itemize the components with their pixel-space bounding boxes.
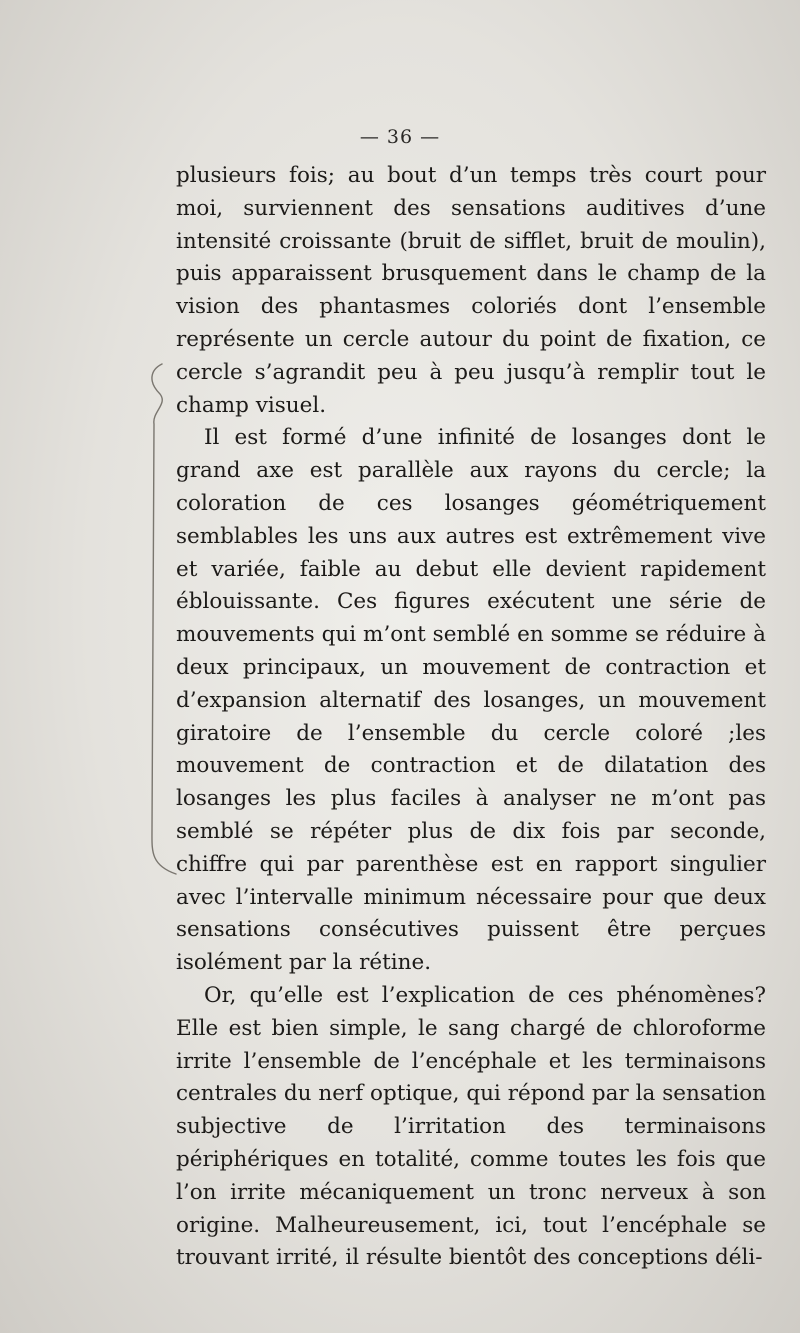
paragraph-2: Il est formé d’une infinité de losanges dont le grand axe est parallèle aux rayons du cercle; la coloration de ces losanges géométriquement semblables les uns aux autres est extrêmement vive et variée, faible au debut elle devient rapidement éblouissante. Ces figures exécutent une série de mouvements qui m’ont semblé en somme se réduire à deux principaux, un mouvement de contraction et d’expansion alternatif des losanges, un mouvement giratoire de l’ensemble du cercle coloré ;les mouvement de contraction et de dilatation des losanges les plus faciles à analyser ne m’ont pas semblé se répéter plus de dix fois par seconde, chiffre qui par parenthèse est en rapport singulier avec l’intervalle minimum nécessaire pour que deux sensations consécutives puissent être perçues isolément par la rétine. bbox=[176, 425, 766, 976]
body-text bbox=[176, 160, 766, 1275]
paragraph-1: plusieurs fois; au bout d’un temps très court pour moi, surviennent des sensations auditives d’une intensité croissante (bruit de sifflet, bruit de moulin), puis apparaissent brusquement dans le champ de la vision des phantasmes coloriés dont l’ensemble représente un cercle autour du point de fixation, ce cercle s’agrandit peu à peu jusqu’à remplir tout le champ visuel. bbox=[176, 163, 766, 418]
page-number: — 36 — bbox=[359, 126, 441, 148]
paragraph-3: Or, qu’elle est l’explication de ces phénomènes? Elle est bien simple, le sang chargé de chloroforme irrite l’ensemble de l’encéphale et les terminaisons centrales du nerf optique, qui répond par la sensation subjective de l’irritation des terminaisons périphériques en totalité, comme toutes les fois que l’on irrite mécaniquement un tronc nerveux à son origine. Malheureusement, ici, tout l’encéphale se trouvant irrité, il résulte bientôt des conceptions déli- bbox=[176, 982, 766, 1271]
pencil-margin-bracket bbox=[140, 360, 180, 880]
